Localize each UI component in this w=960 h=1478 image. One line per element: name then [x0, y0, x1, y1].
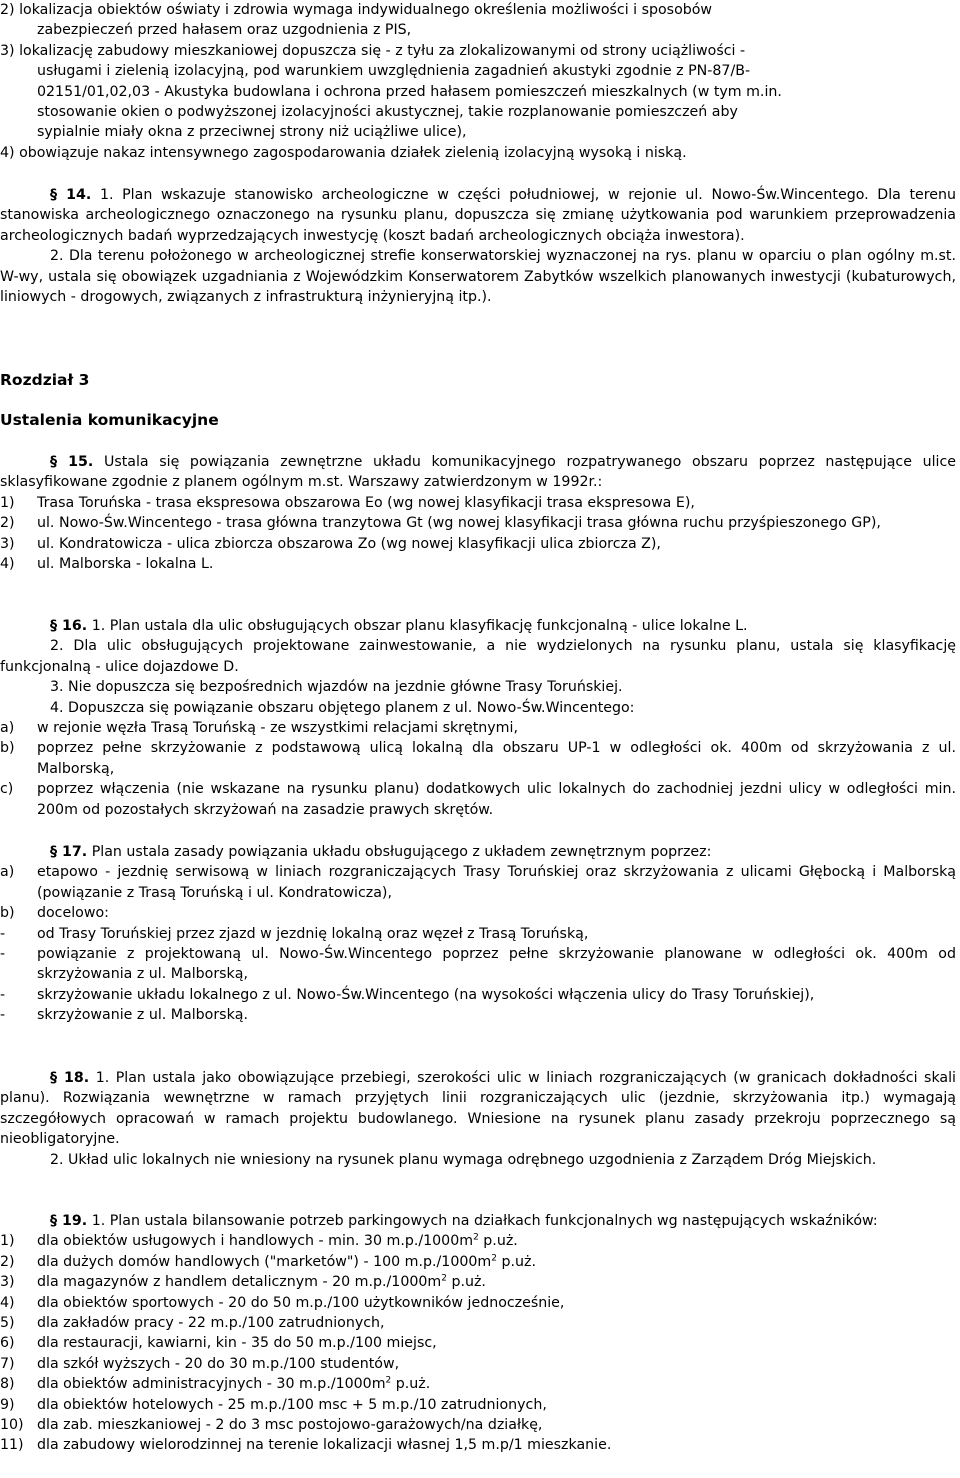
section-19-number: 19.	[62, 1213, 88, 1229]
parking-ratio-item-number: 2)	[0, 1253, 15, 1270]
section-17-item-a: a) etapowo - jezdnię serwisową w liniach rozgraniczających Trasy Toruńskiej oraz skrzyżowania z ulicami Głębocką i Malborską (powiązanie z Trasą Toruńską i ul. Kondratowicza),	[0, 864, 956, 901]
parking-ratio-item	[0, 1252, 956, 1272]
parking-ratio-item-number: 1)	[0, 1233, 15, 1250]
section-15-intro	[0, 452, 956, 493]
parking-ratio-item	[0, 1333, 956, 1353]
section-18-p2: 2. Układ ulic lokalnych nie wniesiony na rysunek planu wymaga odrębnego uzgodnienia z Zarządem Dróg Miejskich.	[50, 1151, 877, 1168]
section-14-p1-text: 1. Plan wskazuje stanowisko archeologiczne w części południowej, w rejonie ul. Nowo-Św.Wincentego. Dla terenu stanowiska archeologicznego oznaczonego na rysunku planu, dopuszcza się zmianę użytkowania pod warunkiem przeprowadzenia archeologicznych badań wyprzedzających inwestycję (koszt badań archeologicznych obciąża inwestora).	[0, 187, 956, 244]
section-15	[0, 452, 956, 574]
section-14-number: 14.	[66, 187, 92, 203]
section-15-text: Ustala się powiązania zewnętrzne układu komunikacyjnego rozpatrywanego obszaru poprzez następujące ulice sklasyfikowane zgodnie z planem ogólnym m.st. Warszawy zatwierdzonym w 1992r.:	[0, 454, 956, 491]
parking-ratio-item-number: 5)	[0, 1315, 15, 1332]
parking-ratio-item-number: 7)	[0, 1355, 15, 1372]
parking-ratio-item	[0, 1415, 956, 1435]
section-17-item-b: b) docelowo:	[0, 905, 109, 922]
parking-ratio-item-number: 11)	[0, 1437, 24, 1454]
parking-ratio-item-unit: p.uż.	[391, 1376, 431, 1393]
parking-ratio-item	[0, 1435, 956, 1455]
intro-item-3-line3: 02151/01,02,03 - Akustyka budowlana i ochrona przed hałasem pomieszczeń mieszkalnych (w tym m.in.	[37, 83, 782, 100]
section-16-p1: § 16. 1. Plan ustala dla ulic obsługujących obszar planu klasyfikację funkcjonalną - ulice lokalne L.	[50, 618, 748, 634]
parking-ratio-item-text: dla szkół wyższych - 20 do 30 m.p./100 studentów,	[37, 1355, 400, 1372]
section-17	[0, 842, 956, 1026]
parking-ratio-item	[0, 1293, 956, 1313]
parking-ratio-item-text: dla zakładów pracy - 22 m.p./100 zatrudnionych,	[37, 1315, 385, 1332]
intro-list	[0, 0, 956, 163]
parking-ratio-item-number: 9)	[0, 1396, 15, 1413]
parking-ratio-item-number: 10)	[0, 1417, 24, 1434]
section-16-number: 16.	[62, 618, 88, 634]
intro-item-4: 4) obowiązuje nakaz intensywnego zagospodarowania działek zielenią izolacyjną wysoką i niską.	[0, 144, 687, 161]
section-sign: §	[50, 1213, 58, 1229]
parking-ratio-item-number: 3)	[0, 1274, 15, 1291]
parking-ratio-item	[0, 1395, 956, 1415]
section-14-p2: 2. Dla terenu położonego w archeologicznej strefie konserwatorskiej wyznaczonej na rys. planu w oparciu o plan ogólny m.st. W-wy, ustala się obowiązek uzgadniania z Wojewódzkim Konserwatorem Zabytków wszelkich planowanych inwestycji (kubaturowych, liniowych - drogowych, związanych z infrastrukturą inżynieryjną itp.).	[0, 248, 956, 306]
section-17-dash-item: - od Trasy Toruńskiej przez zjazd w jezdnię lokalną oraz węzeł z Trasą Toruńską,	[0, 925, 589, 942]
section-15-item: 1) Trasa Toruńska - trasa ekspresowa obszarowa Eo (wg nowej klasyfikacji trasa ekspresowa E),	[0, 494, 695, 511]
parking-ratio-item-number: 6)	[0, 1335, 15, 1352]
section-17-dash-item: - skrzyżowanie układu lokalnego z ul. Nowo-Św.Wincentego (na wysokości włączenia ulicy do Trasy Toruńskiej),	[0, 986, 815, 1003]
chapter-heading	[0, 370, 956, 390]
section-18-number: 18.	[64, 1070, 90, 1086]
parking-ratio-item	[0, 1231, 956, 1251]
parking-ratio-item	[0, 1313, 956, 1333]
parking-ratio-item-number: 8)	[0, 1376, 15, 1393]
parking-ratio-item-text: dla restauracji, kawiarni, kin - 35 do 50 m.p./100 miejsc,	[37, 1335, 437, 1352]
intro-item-3-line2: usługami i zielenią izolacyjną, pod warunkiem uwzględnienia zagadnień akustyki zgodnie z PN-87/B-	[37, 63, 751, 80]
section-14	[0, 185, 956, 307]
section-18	[0, 1068, 956, 1170]
intro-item-3-line4: stosowanie okien o podwyższonej izolacyjności akustycznej, takie rozplanowanie pomieszczeń aby	[37, 104, 738, 121]
parking-ratio-list	[0, 1231, 956, 1455]
section-sign: §	[50, 618, 58, 634]
intro-item-3-line5: sypialnie miały okna z przeciwnej strony niż uciążliwe ulice),	[37, 124, 467, 141]
parking-ratio-item-unit: p.uż.	[446, 1274, 486, 1291]
parking-ratio-item-unit: p.uż.	[478, 1233, 518, 1250]
chapter-title: Rozdział 3	[0, 371, 90, 389]
parking-ratio-item	[0, 1354, 956, 1374]
section-17-dash-item: - skrzyżowanie z ul. Malborską.	[0, 1007, 248, 1024]
intro-item-3-line1: 3) lokalizację zabudowy mieszkaniowej dopuszcza się - z tyłu za zlokalizowanymi od strony uciążliwości -	[0, 42, 746, 59]
section-sign: §	[50, 187, 58, 203]
section-sign: §	[50, 454, 58, 470]
section-17-intro: § 17. Plan ustala zasady powiązania układu obsługującego z układem zewnętrznym poprzez:	[50, 844, 712, 860]
section-15-item: 2) ul. Nowo-Św.Wincentego - trasa główna tranzytowa Gt (wg nowej klasyfikacji trasa główna ruchu przyśpieszonego GP),	[0, 515, 881, 532]
section-18-p1: § 18. 1. Plan ustala jako obowiązujące przebiegi, szerokości ulic w liniach rozgraniczających (w granicach dokładności skali planu). Rozwiązania wewnętrzne w ramach przyjętych linii rozgraniczających ulic (jezdnie, skrzyżowania itp.) wymagają szczegółowych opracowań w ramach projektu budowlanego. Wniesione na rysunek planu zasady przekroju poprzecznego są nieobligatoryjne.	[0, 1070, 956, 1148]
parking-ratio-item-superscript: 2	[491, 1253, 497, 1264]
parking-ratio-item-text: dla obiektów sportowych - 20 do 50 m.p./100 użytkowników jednocześnie,	[37, 1294, 565, 1311]
section-15-number: 15.	[68, 454, 94, 470]
intro-item-2-line2: zabezpieczeń przed hałasem oraz uzgodnienia z PIS,	[37, 22, 412, 39]
parking-ratio-item-text: dla dużych domów handlowych ("marketów") - 100 m.p./1000m	[37, 1253, 492, 1270]
section-16	[0, 616, 956, 820]
parking-ratio-item-superscript: 2	[441, 1273, 447, 1284]
parking-ratio-item-superscript: 2	[385, 1375, 392, 1386]
section-19	[0, 1211, 956, 1456]
section-16-item: a) w rejonie węzła Trasą Toruńską - ze wszystkimi relacjami skrętnymi,	[0, 720, 518, 737]
section-16-p4: 4. Dopuszcza się powiązanie obszaru objętego planem z ul. Nowo-Św.Wincentego:	[50, 699, 635, 716]
parking-ratio-item	[0, 1272, 956, 1292]
parking-ratio-item-superscript: 2	[473, 1232, 479, 1243]
parking-ratio-item-text: dla obiektów usługowych i handlowych - min. 30 m.p./1000m	[37, 1233, 474, 1250]
parking-ratio-item-text: dla zab. mieszkaniowej - 2 do 3 msc postojowo-garażowych/na działkę,	[37, 1417, 543, 1434]
section-sign: §	[50, 844, 58, 860]
chapter-subheading	[0, 410, 956, 430]
parking-ratio-item-unit: p.uż.	[496, 1253, 536, 1270]
section-15-item: 3) ul. Kondratowicza - ulica zbiorcza obszarowa Zo (wg nowej klasyfikacji ulica zbiorcza Z),	[0, 535, 661, 552]
section-sign: §	[50, 1070, 58, 1086]
section-16-item: b) poprzez pełne skrzyżowanie z podstawową ulicą lokalną dla obszaru UP-1 w odległości ok. 400m od skrzyżowania z ul. Malborską,	[0, 740, 956, 777]
section-19-p1: § 19. 1. Plan ustala bilansowanie potrzeb parkingowych na działkach funkcjonalnych wg następujących wskaźników:	[50, 1213, 878, 1229]
intro-item-2-line1: 2) lokalizacja obiektów oświaty i zdrowia wymaga indywidualnego określenia możliwości i sposobów	[0, 2, 713, 18]
section-14-p1	[0, 185, 956, 246]
parking-ratio-item-text: dla obiektów administracyjnych - 30 m.p./1000m	[37, 1376, 386, 1393]
section-16-p3: 3. Nie dopuszcza się bezpośrednich wjazdów na jezdnie główne Trasy Toruńskiej.	[50, 679, 623, 696]
section-17-dash-item: - powiązanie z projektowaną ul. Nowo-Św.Wincentego poprzez pełne skrzyżowanie planowane w odległości ok. 400m od skrzyżowania z ul. Malborską,	[0, 946, 956, 983]
parking-ratio-item-text: dla zabudowy wielorodzinnej na terenie lokalizacji własnej 1,5 m.p/1 mieszkanie.	[37, 1437, 612, 1454]
parking-ratio-item	[0, 1374, 956, 1394]
section-16-p2: 2. Dla ulic obsługujących projektowane zainwestowanie, a nie wydzielonych na rysunku planu, ustala się klasyfikację funkcjonalną - ulice dojazdowe D.	[0, 638, 956, 675]
parking-ratio-item-text: dla obiektów hotelowych - 25 m.p./100 msc + 5 m.p./10 zatrudnionych,	[37, 1396, 547, 1413]
section-16-item: c) poprzez włączenia (nie wskazane na rysunku planu) dodatkowych ulic lokalnych do zachodniej jezdni ulicy w odległości min. 200m od pozostałych skrzyżowań na zasadzie prawych skrętów.	[0, 781, 956, 818]
chapter-subtitle: Ustalenia komunikacyjne	[0, 411, 219, 429]
parking-ratio-item-text: dla magazynów z handlem detalicznym - 20 m.p./1000m	[37, 1274, 442, 1291]
parking-ratio-item-number: 4)	[0, 1294, 15, 1311]
section-17-number: 17.	[62, 844, 88, 860]
section-15-item: 4) ul. Malborska - lokalna L.	[0, 556, 214, 573]
